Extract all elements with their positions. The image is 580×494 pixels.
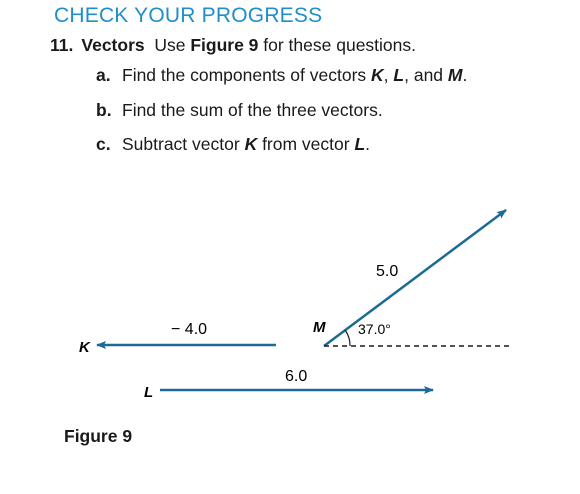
figure-reference: Figure 9	[190, 35, 259, 55]
section-heading: CHECK YOUR PROGRESS	[54, 4, 323, 27]
vector-m-angle: 37.0°	[358, 321, 391, 337]
vector-name: K	[371, 65, 384, 85]
part-text: from vector	[257, 134, 355, 154]
part-text: , and	[404, 65, 448, 85]
vector-name: K	[244, 134, 258, 154]
part-letter: b.	[96, 100, 112, 120]
part-text: .	[462, 65, 468, 85]
part-text: Find the components of vectors	[122, 65, 372, 85]
vector-l-label: L	[144, 384, 154, 401]
vector-name: M	[447, 65, 463, 85]
angle-arc	[345, 330, 350, 346]
vector-m-label: M	[313, 319, 326, 336]
question-intro-text: Use	[154, 35, 191, 55]
vector-k-label: K	[79, 339, 90, 356]
part-text: ,	[383, 65, 394, 85]
part-text: Find the sum of the three vectors.	[122, 100, 383, 120]
vector-name: L	[393, 65, 405, 85]
part-letter: c.	[96, 134, 111, 154]
part-letter: a.	[96, 65, 111, 85]
vector-m-magnitude: 5.0	[376, 263, 399, 280]
vector-m-arrow	[324, 210, 506, 346]
vector-l-magnitude: 6.0	[285, 368, 308, 385]
figure-caption: Figure 9	[64, 426, 133, 446]
part-text: Subtract vector	[122, 134, 245, 154]
part-text: .	[365, 134, 371, 154]
vector-name: L	[354, 134, 366, 154]
vector-k-magnitude: − 4.0	[171, 321, 208, 338]
question-intro-text-end: for these questions.	[258, 35, 417, 55]
question-number: 11.	[50, 35, 74, 55]
question-title: Vectors	[81, 35, 145, 55]
